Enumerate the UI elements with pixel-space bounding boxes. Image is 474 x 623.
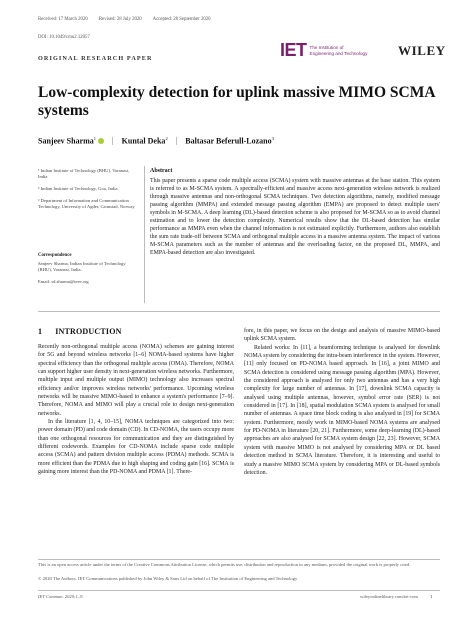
left-column bbox=[38, 343, 234, 477]
revised-date: Revised: 28 July 2020 bbox=[98, 17, 142, 22]
doi[interactable]: DOI: 10.1049/cmu2.12057 bbox=[38, 35, 90, 40]
affiliation-1: ¹ Indian Institute of Technology (BHU), Varanasi, India bbox=[38, 168, 130, 179]
footer-divider bbox=[38, 559, 440, 560]
author-3[interactable]: Baltasar Beferull-Lozano$^3$ bbox=[185, 136, 274, 146]
column-divider bbox=[144, 166, 145, 303]
section-heading bbox=[38, 327, 122, 336]
correspondence-heading: Correspondence bbox=[38, 253, 72, 258]
page-number: 1 bbox=[430, 594, 433, 599]
bottom-divider bbox=[38, 590, 440, 591]
journal-citation: IET Commun. 2020;1–9. bbox=[38, 594, 84, 599]
correspondence-email[interactable]: Email: sd.sharma@ieee.org bbox=[38, 279, 89, 284]
journal-website-link[interactable]: wileyonlinelibrary.com/iet-com bbox=[360, 594, 418, 599]
abstract-text: This paper presents a sparse code multiple access (SCMA) system with massive antennas at the base station. This system is referred to as M-SCMA system. A spectrally-efficient and massive access next-generation wireless network is realized through massive antennas and non-orthogonal SCMA techniques. Two detection algorithms, namely, modified message passing algorithm (MMPA) and extended message passing algorithm (EMPA) are proposed to detect multiple users' symbols in M-SCMA. A deep learning (DL)-based detection scheme is also proposed for M-SCMA so as to avoid channel estimation and to lower the detection complexity. Numerical results show that the DL-based detection has similar performance as MMPA even when the channel information is not estimated explicitly. Furthermore, authors also establish the sum rate trade-off between SCMA and orthogonal multiple access in a massive antenna system. The impact of various M-SCMA parameters such as the number of antennas and the overloading factor, on the proposed DL, MMPA, and EMPA-based detection are also investigated. bbox=[150, 178, 440, 256]
copyright-note: © 2020 The Authors. IET Communications published by John Wiley & Sons Ltd on behalf of The Institution of Engineering and Technology bbox=[38, 576, 298, 581]
author-separator: | bbox=[112, 136, 114, 146]
right-column bbox=[244, 327, 440, 477]
accepted-date: Accepted: 28 September 2020 bbox=[152, 17, 211, 22]
affiliation-2: ² Indian Institute of Technology, Goa, India bbox=[38, 186, 118, 191]
iet-logo[interactable] bbox=[280, 40, 367, 61]
orcid-icon[interactable] bbox=[98, 138, 104, 144]
author-list bbox=[38, 136, 274, 146]
section-title: INTRODUCTION bbox=[55, 327, 122, 336]
paragraph: fore, in this paper, we focus on the design and analysis of massive MIMO-based uplink SCMA system. bbox=[244, 328, 440, 343]
received-date: Received: 17 March 2020 bbox=[38, 17, 88, 22]
wiley-logo[interactable]: WILEY bbox=[398, 43, 446, 58]
paper-title: Low-complexity detection for uplink massive MIMO SCMA systems bbox=[38, 84, 435, 119]
article-type: ORIGINAL RESEARCH PAPER bbox=[38, 55, 153, 62]
section-number: 1 bbox=[38, 327, 43, 336]
affiliation-3: ³ Department of Information and Communication Technology, University of Agder, Grimstad, Norway bbox=[38, 198, 135, 209]
license-note: This is an open access article under the terms of the Creative Commons Attribution License, which permits use, distribution and reproduction in any medium, provided the original work is properly cited. bbox=[38, 562, 411, 567]
author-2[interactable]: Kuntal Deka$^2$ bbox=[121, 136, 168, 146]
iet-logo-mark: IET bbox=[280, 40, 307, 60]
abstract-heading: Abstract bbox=[150, 168, 173, 174]
abstract-divider bbox=[38, 311, 440, 312]
paragraph: Related works: In [11], a beamforming technique is analysed for downlink NOMA system by considering the intra-beam interference in the system. However, [11] only focused on PD-NOMA based approach. In [16], a joint MIMO and SCMA detection is considered using message passing algorithm (MPA). However, the considered approach is analysed for only two antennas and has a very high complexity for large number of antennas. In [17], downlink SCMA capacity is analysed using multiple antennas, however, symbol error rate (SER) is not considered in [17]. In [18], spatial modulation SCMA system is analysed for small number of antennas. A space time block coding is also analysed in [19] for SCMA system. Furthermore, mostly work in MIMO-based NOMA systems are analysed for PD-NOMA in literature [20, 21]. Furthermore, some deep-learning (DL)-based approaches are also analysed for SCMA system design [22, 23]. However, SCMA system with massive MIMO is not analysed by considering MPA or DL based detection method in SCMA literature. Therefore, it is interesting and useful to study a massive MIMO SCMA system by considering MPA or DL-based symbols detection. bbox=[244, 344, 440, 476]
paragraph: In the literature [1, 4, 10–15], NOMA techniques are categorized into two: power domain (PD) and code domain (CD). In CD-NOMA, the users occupy more than one orthogonal resources for communication and they are distinguished by different codewords. Examples for CD-NOMA include sparse code multiple access (SCMA) and pattern division multiple access (PDMA) methods. SCMA is more efficient than the PDMA due to high shaping and coding gain [16]. SCMA is gaining more interest than the PD-NOMA and PDMA [1]. There- bbox=[38, 419, 234, 476]
author-separator: | bbox=[175, 136, 178, 146]
author-1[interactable]: Sanjeev Sharma$^1$ bbox=[38, 136, 97, 146]
article-dates bbox=[38, 17, 221, 22]
iet-logo-text: The Institution of Engineering and Technology bbox=[309, 44, 368, 56]
paragraph: Recently non-orthogonal multiple access (NOMA) schemes are gaining interest for 5G and beyond wireless networks [1–6] NOMA-based systems have higher spectral efficiency than the orthogonal multiple access (OMA). Therefore, NOMA can support higher user density in next-generation wireless networks. Furthermore, multiple input and multiple output (MIMO) technology also increases spectral efficiency and/or improves wireless networks' performance. Upcoming wireless networks will be massive MIMO-based to enhance a system's performance [7–9]. Therefore, NOMA and MIMO will play a crucial role to design next-generation networks. bbox=[38, 344, 234, 417]
correspondence-address: Sanjeev Sharma, Indian Institute of Technology (BHU), Varanasi, India. bbox=[38, 261, 126, 272]
